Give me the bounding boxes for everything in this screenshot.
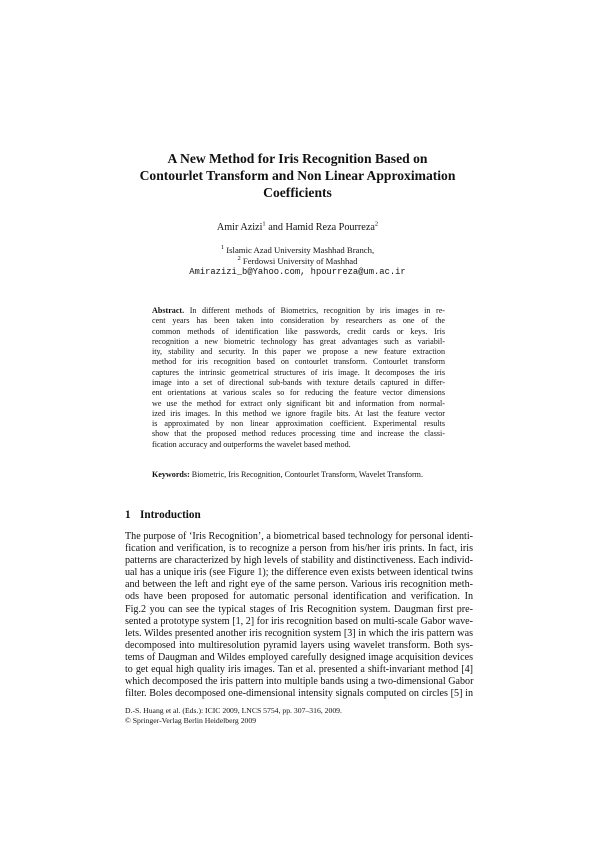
body-line: and between the left and right eye of the same person. Various iris recognition meth- [125, 579, 473, 591]
title-line-1: A New Method for Iris Recognition Based on [167, 151, 428, 166]
affiliation-1-mark: 1 [220, 244, 225, 252]
keywords-label: Keywords: [152, 470, 190, 479]
affiliation-1 [0, 245, 595, 256]
body-text [125, 531, 473, 700]
body-line: The purpose of ‘Iris Recognition’, a biometrical based technology for personal identi- [125, 531, 473, 542]
body-line: Fig.2 you can see the typical stages of Iris Recognition system. Daugman first pre- [125, 603, 473, 615]
author-2-affil-mark: 2 [374, 220, 379, 228]
abstract-label: Abstract. [152, 306, 185, 315]
abstract-line: recognition a new biometric technology has great advantages such as variabil- [152, 336, 445, 346]
section-heading [125, 509, 201, 521]
abstract-line: ized iris images. In this method we ignore fragile bits. At last the feature vector [152, 408, 445, 418]
author-list [0, 222, 595, 233]
section-number: 1 [125, 509, 131, 521]
abstract-line: ity, stability and security. In this paper we propose a new feature extraction [152, 347, 445, 357]
affiliation-2 [0, 256, 595, 267]
abstract-line: image into a set of directional sub-bands with texture details captured in differ- [152, 377, 445, 387]
abstract-line [152, 306, 445, 316]
paper-title [0, 150, 595, 201]
affiliation-2-mark: 2 [237, 255, 241, 263]
author-1-affil-mark: 1 [262, 220, 266, 228]
abstract-line: ent orientations at various scales so for reducing the feature vector dimensions [152, 388, 445, 398]
affiliations [0, 245, 595, 278]
publication-footer [125, 706, 342, 726]
abstract-line: method for iris recognition based on contourlet transform. Contourlet transform [152, 357, 445, 367]
body-line: to get equal high quality iris images. Tan et al. presented a shift-invariant method [4] [125, 664, 473, 676]
author-1: Amir Azizi [216, 222, 263, 233]
abstract-line: common methods of identification like passwords, credit cards or keys. Iris [152, 326, 445, 336]
abstract-line-text: In different methods of Biometrics, recognition by iris images in re- [184, 306, 445, 315]
body-line: filter. Boles decomposed one-dimensional intensity signals computed on circles [5] in [125, 688, 473, 700]
body-line: decomposed into multiresolution pyramid layers using wavelet transform. Both sys- [125, 639, 473, 651]
body-line: fication and verification, is to recognize a person from his/her iris prints. In fact, iris [125, 543, 473, 555]
abstract-line: is approximated by non linear approximation coefficient. Experimental results [152, 419, 445, 429]
keywords-text: Biometric, Iris Recognition, Contourlet Transform, Wavelet Transform. [189, 470, 423, 479]
body-line: sented a prototype system [1, 2] for iris recognition based on multi-scale Gabor wave- [125, 615, 473, 627]
abstract-line: fication accuracy and outperforms the wavelet based method. [152, 439, 351, 449]
title-line-2: Contourlet Transform and Non Linear Approximation [139, 168, 456, 183]
author-joiner: and [265, 222, 286, 233]
footer-citation: D.-S. Huang et al. (Eds.): ICIC 2009, LNCS 5754, pp. 307–316, 2009. [125, 706, 342, 715]
body-line: which decomposed the iris pattern into multiple bands using a two-dimensional Gabor [125, 676, 474, 688]
body-line: tems of Daugman and Wildes employed carefully designed image acquisition devices [125, 651, 473, 663]
abstract-line: cent years has been taken into consideration by researchers as one of the [152, 316, 445, 326]
body-line: lets. Wildes presented another iris recognition system [3] in which the iris pattern was [125, 627, 473, 639]
body-line: ual has a unique iris (see Figure 1); the difference even exists between identical twins [125, 567, 473, 579]
abstract-block [152, 306, 445, 450]
affiliation-1-text: Islamic Azad University Mashhad Branch, [224, 245, 375, 255]
body-line: patterns are characterized by high levels of stability and distinctiveness. Each individ- [125, 555, 473, 567]
section-title: Introduction [140, 509, 201, 521]
title-line-3: Coefficients [263, 185, 332, 200]
author-emails: Amirazizi_b@Yahoo.com, hpourreza@um.ac.ir [189, 267, 406, 277]
body-line: ods have been proposed for automatic personal identification and verification. In [125, 591, 473, 603]
abstract-line: show that the proposed method reduces processing time and increase the classi- [152, 429, 445, 439]
author-2: Hamid Reza Pourreza [285, 222, 375, 233]
footer-copyright: © Springer-Verlag Berlin Heidelberg 2009 [125, 716, 257, 725]
abstract-line: we use the method for extract only significant bit and information from normal- [152, 398, 445, 408]
abstract-line: captures the intrinsic geometrical structures of iris image. It decomposes the iris [152, 367, 445, 377]
affiliation-2-text: Ferdowsi University of Mashhad [240, 256, 358, 266]
keywords [152, 470, 445, 479]
